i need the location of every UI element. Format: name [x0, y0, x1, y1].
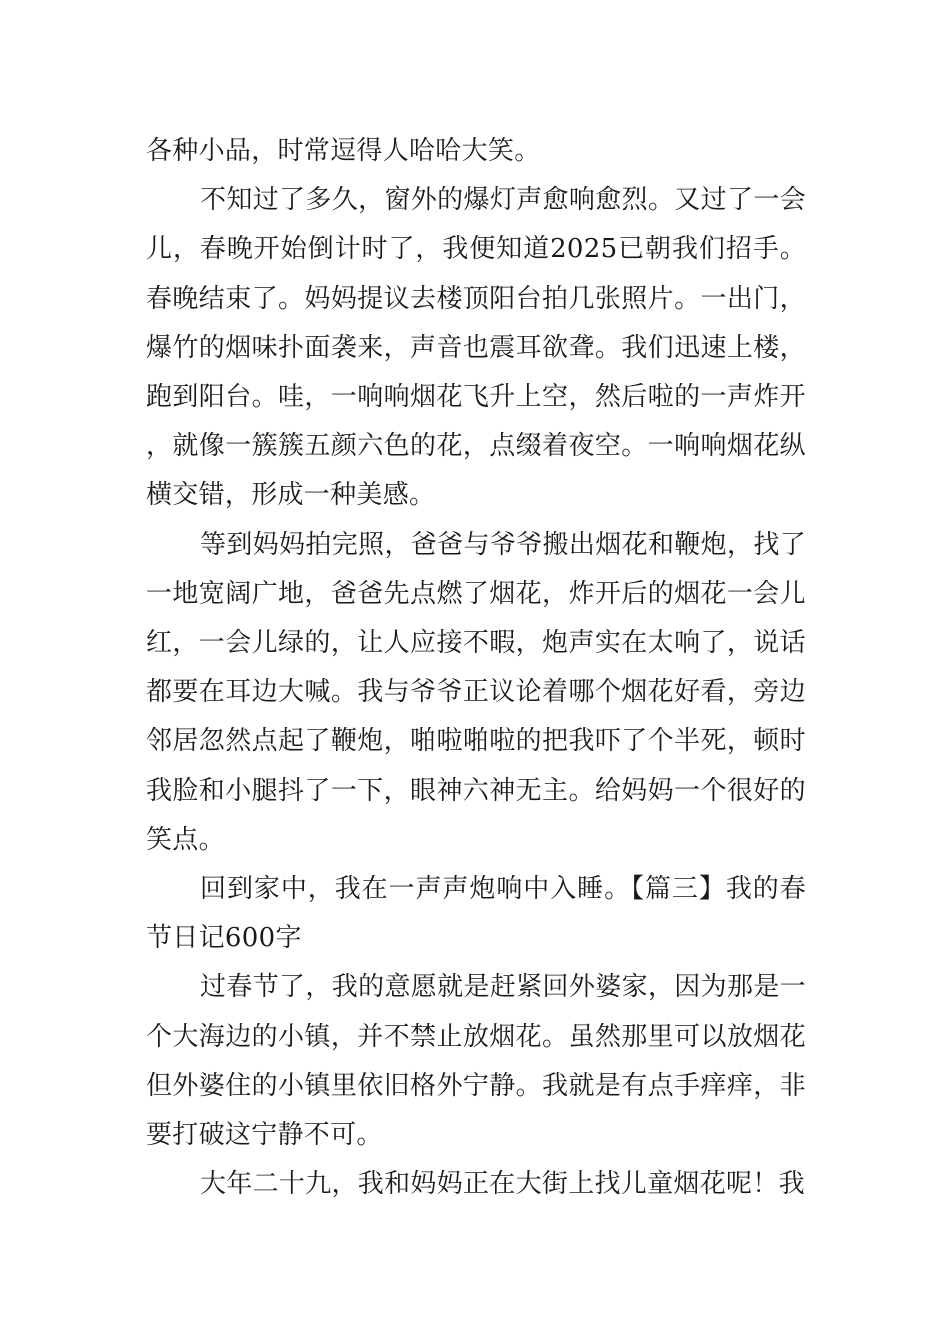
- paragraph-2: 不知过了多久，窗外的爆灯声愈响愈烈。又过了一会儿，春晚开始倒计时了，我便知道2025已朝我们招手。春晚结束了。妈妈提议去楼顶阳台拍几张照片。一出门，爆竹的烟味扑面袭来，声音也震耳欲聋。我们迅速上楼，跑到阳台。哇，一响响烟花飞升上空，然后啦的一声炸开，就像一簇簇五颜六色的花，点缀着夜空。一响响烟花纵横交错，形成一种美感。: [146, 185, 806, 511]
- paragraph-4: 回到家中，我在一声声炮响中入睡。【篇三】我的春节日记600字: [146, 874, 806, 954]
- paragraph-3: 等到妈妈拍完照，爸爸与爷爷搬出烟花和鞭炮，找了一地宽阔广地，爸爸先点燃了烟花，炸开后的烟花一会儿红，一会儿绿的，让人应接不暇，炮声实在太响了，说话都要在耳边大喊。我与爷爷正议论着哪个烟花好看，旁边邻居忽然点起了鞭炮，啪啦啪啦的把我吓了个半死，顿时我脸和小腿抖了一下，眼神六神无主。给妈妈一个很好的笑点。: [146, 529, 806, 855]
- paragraph-5: 过春节了，我的意愿就是赶紧回外婆家，因为那是一个大海边的小镇，并不禁止放烟花。虽然那里可以放烟花但外婆住的小镇里依旧格外宁静。我就是有点手痒痒，非要打破这宁静不可。: [146, 972, 806, 1151]
- paragraph-6: 大年二十九，我和妈妈正在大街上找儿童烟花呢！我: [200, 1169, 805, 1200]
- document-body: [146, 127, 806, 1209]
- paragraph-1: 各种小品，时常逗得人哈哈大笑。: [146, 136, 541, 166]
